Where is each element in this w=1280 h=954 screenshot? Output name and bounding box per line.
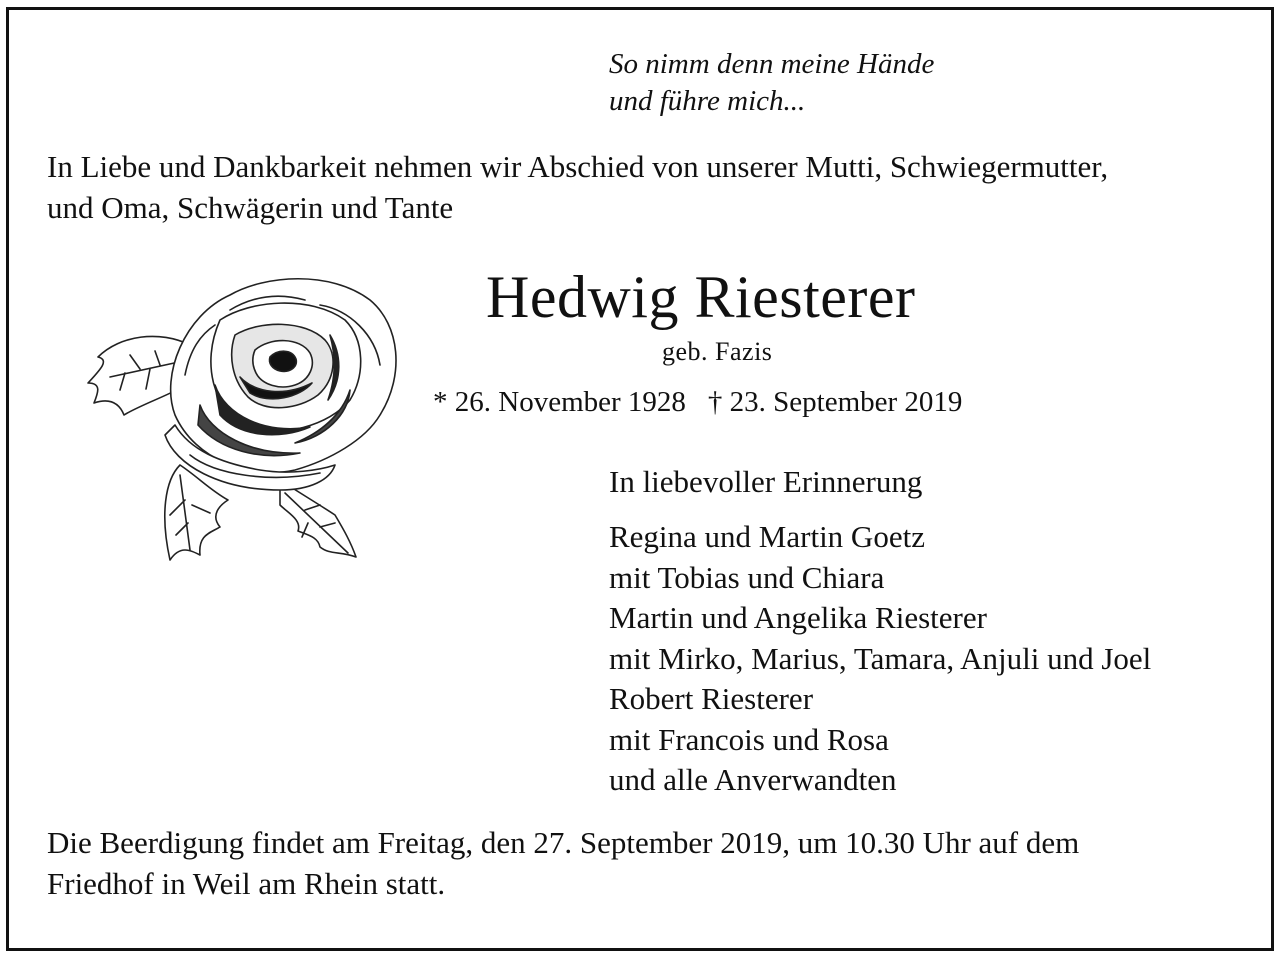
motto-line-2: und führe mich...	[609, 85, 806, 117]
rose-leaf-bottom-right	[280, 480, 356, 557]
intro-line-1: In Liebe und Dankbarkeit nehmen wir Abschied von unserer Mutti, Schwiegermutter,	[47, 149, 1109, 184]
intro-line-2: und Oma, Schwägerin und Tante	[47, 190, 454, 225]
memory-line: In liebevoller Erinnerung	[609, 464, 923, 499]
funeral-notice	[47, 822, 1079, 904]
rose-center	[269, 351, 296, 371]
mourner-line: Robert Riesterer	[609, 681, 814, 716]
deceased-name: Hedwig Riesterer	[486, 264, 916, 330]
mourner-line: mit Francois und Rosa	[609, 721, 889, 757]
birth-date: * 26. November 1928	[433, 386, 686, 418]
maiden-name: geb. Fazis	[662, 337, 773, 366]
mourner-line: mit Mirko, Marius, Tamara, Anjuli und Joel	[609, 640, 1152, 676]
mourner-line: Martin und Angelika Riesterer	[609, 600, 987, 635]
motto-verse	[609, 46, 934, 120]
death-date: † 23. September 2019	[707, 386, 963, 418]
mourner-line: mit Tobias und Chiara	[609, 559, 885, 595]
rose-illustration	[80, 265, 410, 570]
motto-line-1: So nimm denn meine Hände	[609, 48, 935, 80]
funeral-line-2: Friedhof in Weil am Rhein statt.	[47, 866, 446, 901]
intro-text	[47, 146, 1257, 228]
funeral-line-1: Die Beerdigung findet am Freitag, den 27. September 2019, um 10.30 Uhr auf dem	[47, 825, 1080, 860]
life-dates	[433, 383, 962, 421]
mourner-line: und alle Anverwandten	[609, 762, 897, 797]
mourner-line: Regina und Martin Goetz	[609, 519, 925, 554]
mourners-list	[609, 517, 1151, 801]
